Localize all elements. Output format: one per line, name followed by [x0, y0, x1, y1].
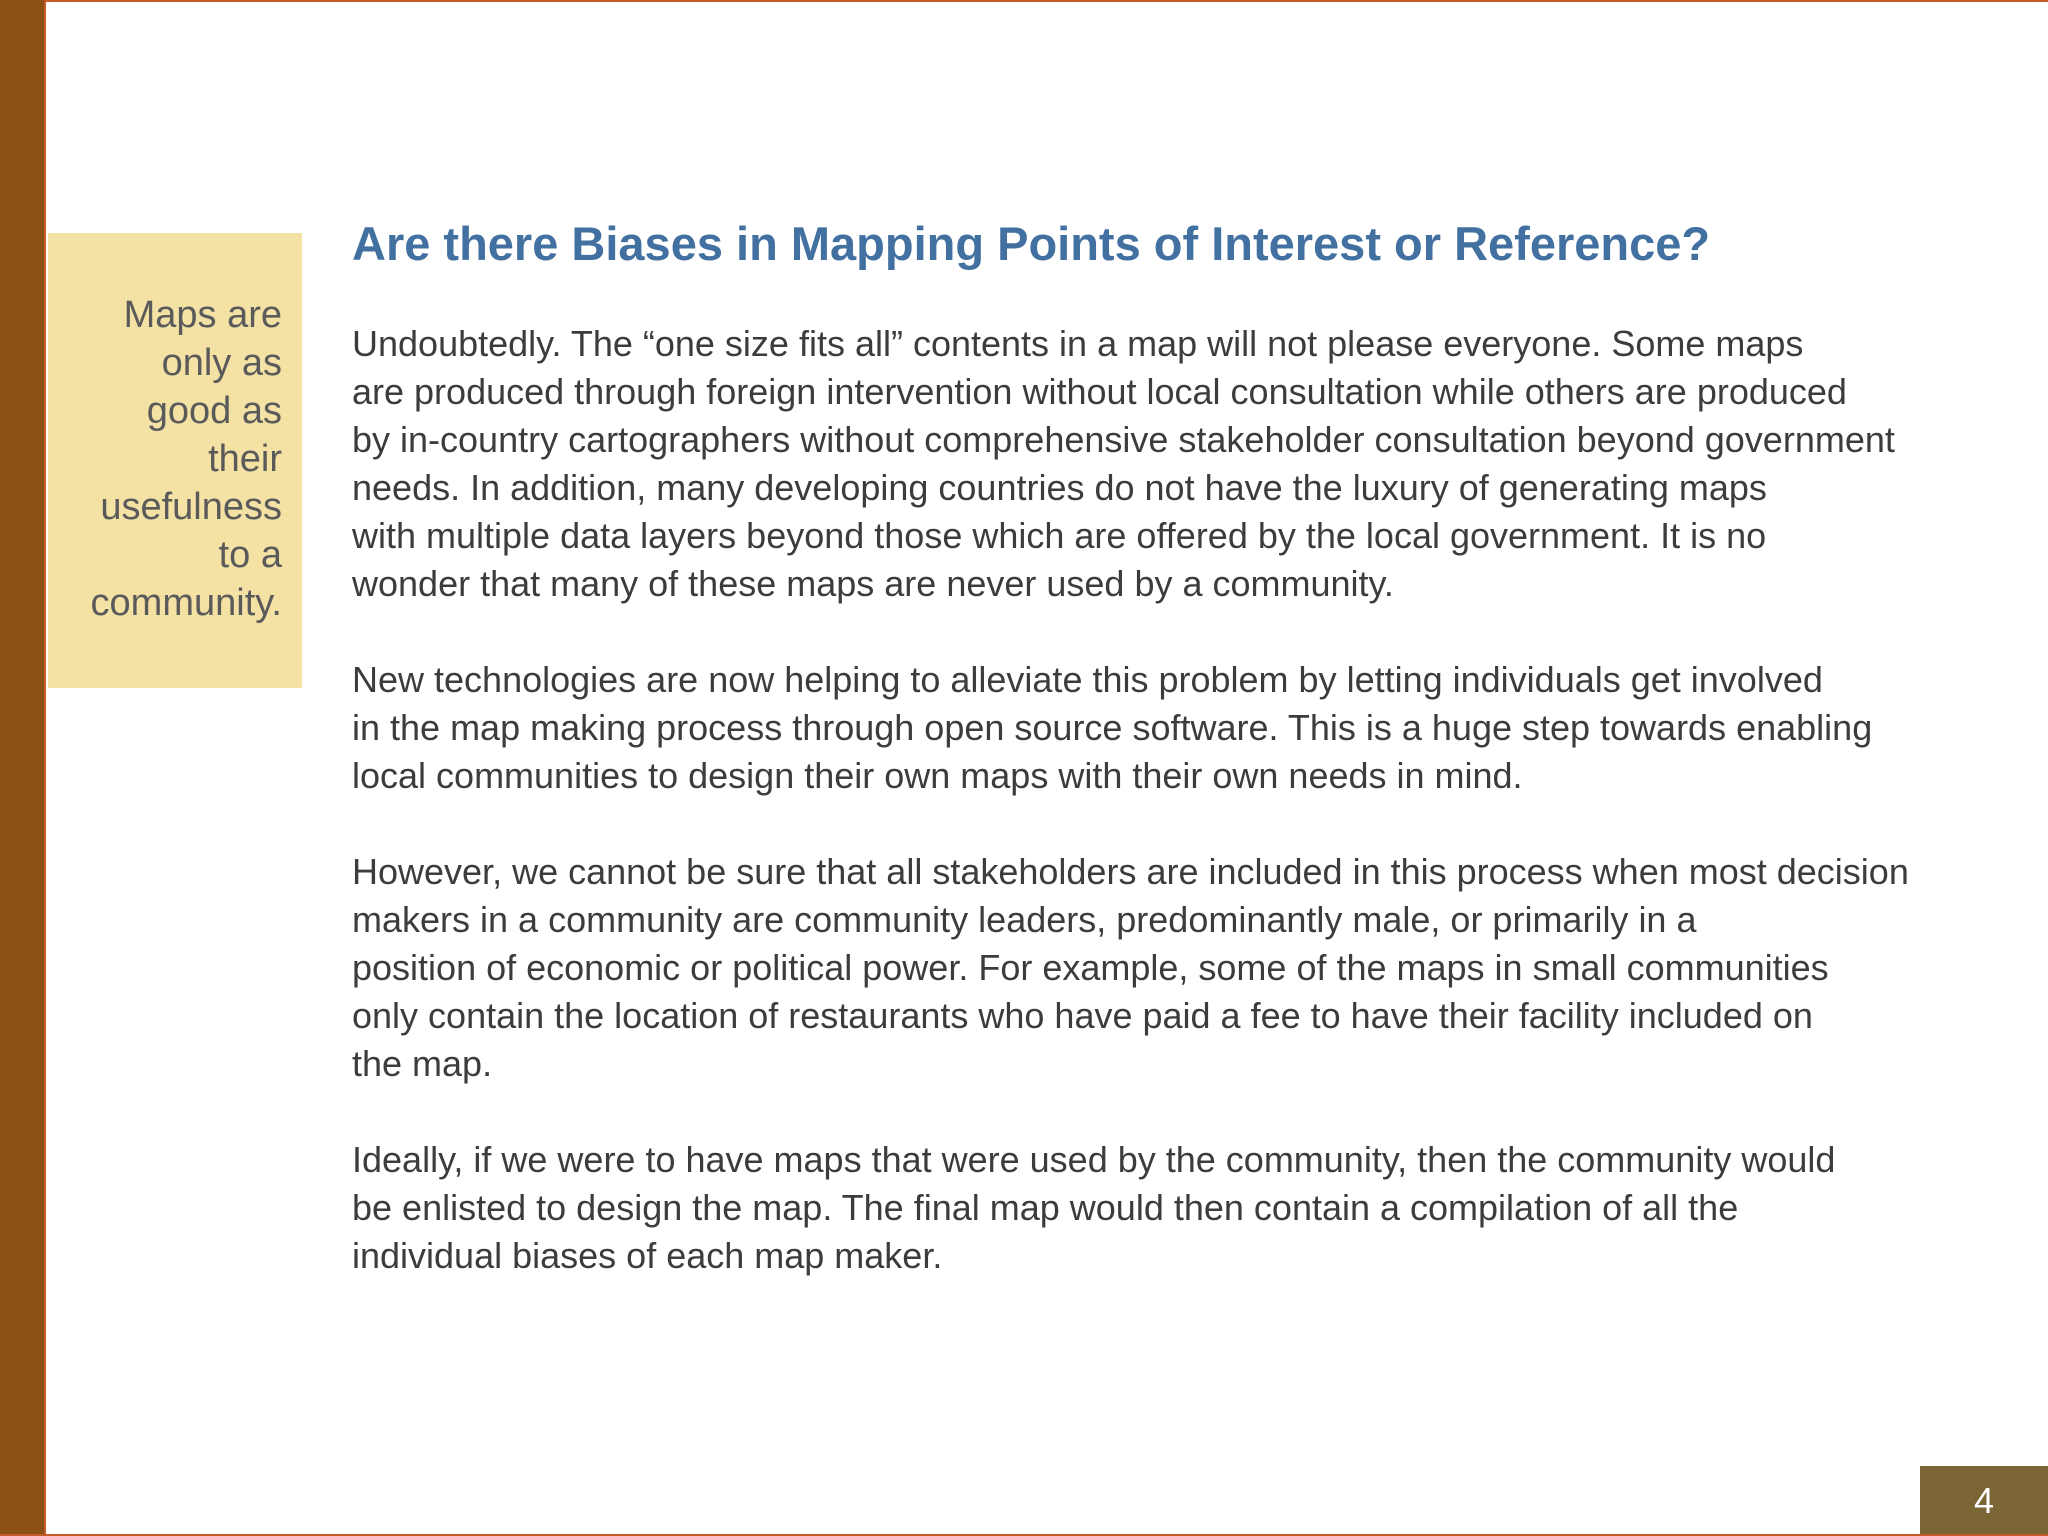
page-number-badge — [1920, 1466, 2048, 1536]
text-line: only contain the location of restaurants who have paid a fee to have their facility included on — [352, 995, 1813, 1036]
text-line: However, we cannot be sure that all stakeholders are included in this process when most decision — [352, 851, 1909, 892]
paragraph-3 — [352, 848, 2048, 1088]
page-number: 4 — [1973, 1480, 1995, 1521]
top-border-line — [0, 0, 2048, 2]
text-line: by in-country cartographers without comprehensive stakeholder consultation beyond government — [352, 419, 1895, 460]
text-line: Ideally, if we were to have maps that were used by the community, then the community would — [352, 1139, 1836, 1180]
callout-line: good as — [146, 390, 282, 432]
callout-line: to a — [218, 534, 282, 576]
text-line: position of economic or political power. For example, some of the maps in small communities — [352, 947, 1829, 988]
text-line: wonder that many of these maps are never used by a community. — [352, 563, 1394, 604]
paragraph-4 — [352, 1136, 2048, 1280]
text-line: the map. — [352, 1043, 493, 1084]
text-line: in the map making process through open source software. This is a huge step towards enabling — [352, 707, 1873, 748]
callout-line: usefulness — [100, 486, 282, 528]
paragraph-2 — [352, 656, 2048, 800]
page-title: Are there Biases in Mapping Points of Interest or Reference? — [352, 217, 1711, 270]
text-line: local communities to design their own maps with their own needs in mind. — [352, 755, 1523, 796]
callout-line: their — [208, 438, 282, 480]
main-content — [352, 208, 2048, 1328]
callout-line: Maps are — [123, 294, 282, 336]
callout-line: only as — [161, 342, 282, 384]
text-line: New technologies are now helping to alleviate this problem by letting individuals get involved — [352, 659, 1823, 700]
text-line: are produced through foreign intervention without local consultation while others are produced — [352, 371, 1847, 412]
left-accent-bar — [0, 0, 46, 1536]
body-text — [352, 320, 2048, 1280]
callout-line: community. — [90, 582, 282, 624]
text-line: with multiple data layers beyond those which are offered by the local government. It is no — [352, 515, 1767, 556]
paragraph-1 — [352, 320, 2048, 608]
callout-text — [58, 291, 282, 627]
text-line: needs. In addition, many developing countries do not have the luxury of generating maps — [352, 467, 1767, 508]
callout-box — [48, 233, 302, 688]
text-line: Undoubtedly. The “one size fits all” contents in a map will not please everyone. Some maps — [352, 323, 1804, 364]
text-line: makers in a community are community leaders, predominantly male, or primarily in a — [352, 899, 1697, 940]
text-line: individual biases of each map maker. — [352, 1235, 943, 1276]
text-line: be enlisted to design the map. The final map would then contain a compilation of all the — [352, 1187, 1739, 1228]
